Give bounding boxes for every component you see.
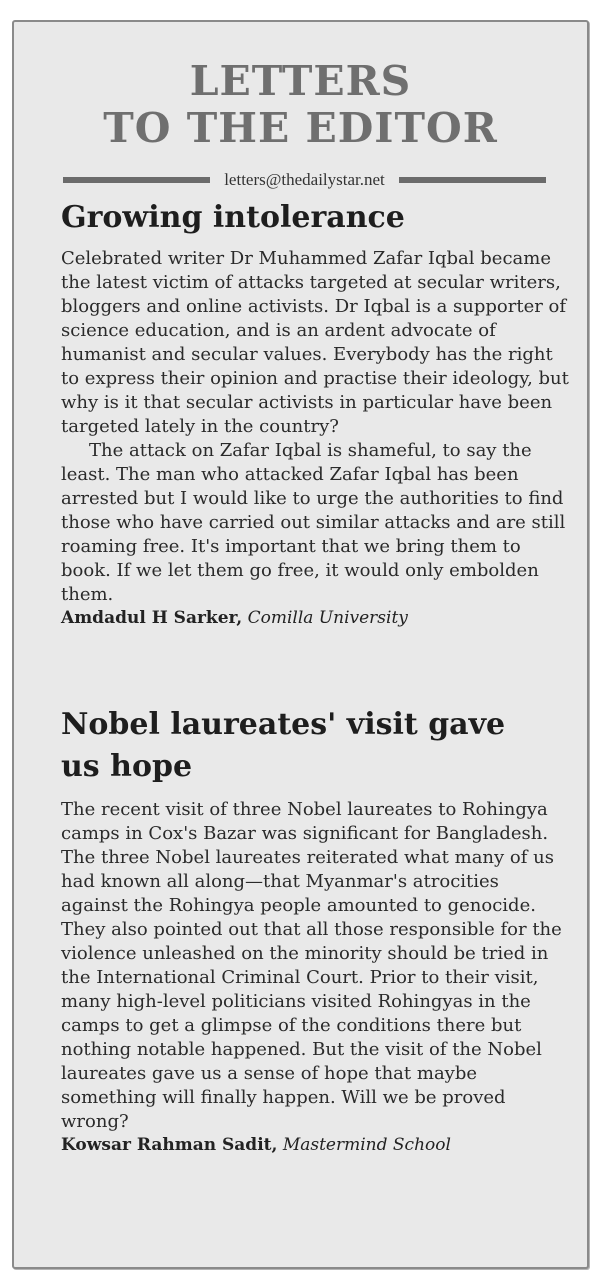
headline-line-1: Nobel laureates' visit gave xyxy=(61,707,506,742)
letter-nobel-laureates xyxy=(61,704,569,1156)
letter-paragraph: The attack on Zafar Iqbal is shameful, to say the least. The man who attacked Zafar Iqbal has been arrested but I would like to urge the authorities to find those who have carried out similar attacks and are still roaming free. It's important that we bring them to book. If we let them go free, it would only embolden them. xyxy=(61,440,566,605)
left-rule xyxy=(63,177,210,183)
section-masthead xyxy=(14,58,587,152)
editor-email: letters@thedailystar.net xyxy=(224,170,385,189)
letter-paragraph: Celebrated writer Dr Muhammed Zafar Iqbal became the latest victim of attacks targeted at secular writers, bloggers and online activists. Dr Iqbal is a supporter of science education, and is an ardent advocate of humanist and secular values. Everybody has the right to express their opinion and practise their ideology, but why is it that secular activists in particular have been targeted lately in the country? xyxy=(61,248,569,437)
masthead-line-2: TO THE EDITOR xyxy=(103,104,498,152)
author-affiliation: Mastermind School xyxy=(282,1135,451,1155)
email-row xyxy=(63,169,546,191)
letter-signature xyxy=(61,607,569,629)
author-name: Kowsar Rahman Sadit, xyxy=(61,1135,278,1155)
author-affiliation: Comilla University xyxy=(247,608,408,628)
author-name: Amdadul H Sarker, xyxy=(61,608,243,628)
headline-line-2: us hope xyxy=(61,749,193,784)
letter-growing-intolerance xyxy=(61,201,569,629)
letter-headline xyxy=(61,704,569,788)
letter-signature xyxy=(61,1134,569,1156)
letter-paragraph: The recent visit of three Nobel laureates to Rohingya camps in Cox's Bazar was significant for Bangladesh. The three Nobel laureates reiterated what many of us had known all along—that Myanmar's atrocities against the Rohingya people amounted to genocide. They also pointed out that all those responsible for the violence unleashed on the minority should be tried in the International Criminal Court. Prior to their visit, many high-level politicians visited Rohingyas in the camps to get a glimpse of the conditions there but nothing notable happened. But the visit of the Nobel laureates gave us a sense of hope that maybe something will finally happen. Will we be proved wrong? xyxy=(61,799,562,1132)
right-rule xyxy=(399,177,546,183)
masthead-line-1: LETTERS xyxy=(189,57,412,105)
letter-headline: Growing intolerance xyxy=(61,200,405,235)
